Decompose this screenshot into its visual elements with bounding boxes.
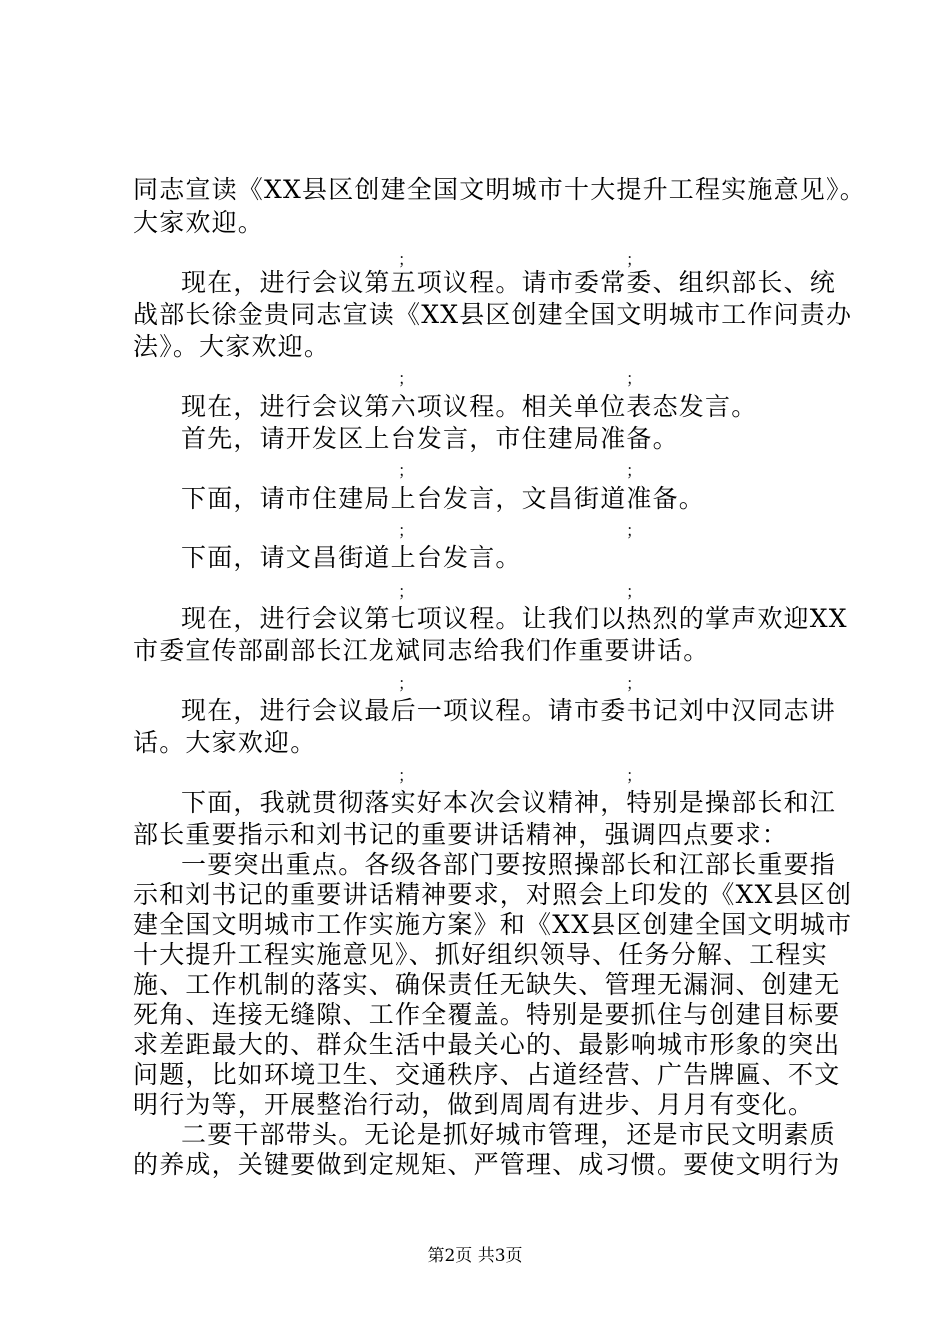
separator-mark: ； (626, 766, 643, 785)
text-line: 下面，请文昌街道上台发言。 (181, 543, 522, 572)
separator-mark: ； (398, 461, 415, 480)
text-line: 市委宣传部副部长江龙斌同志给我们作重要讲话。 (133, 636, 710, 665)
text-line: 建全国文明城市工作实施方案》和《XX县区创建全国文明城市 (133, 910, 853, 939)
separator-mark: ； (398, 521, 415, 540)
separator-mark: ； (626, 369, 643, 388)
text-line: 现在，进行会议第七项议程。让我们以热烈的掌声欢迎XX (181, 604, 848, 633)
text-line: 战部长徐金贵同志宣读《XX县区创建全国文明城市工作问责办 (133, 300, 853, 329)
text-line: 明行为等，开展整治行动，做到周周有进步、月月有变化。 (133, 1090, 815, 1119)
separator-mark: ； (398, 582, 415, 601)
text-line: 现在，进行会议第五项议程。请市委常委、组织部长、统 (181, 268, 837, 297)
text-line: 的养成，关键要做到定规矩、严管理、成习惯。要使文明行为 (133, 1150, 841, 1179)
text-line: 同志宣读《XX县区创建全国文明城市十大提升工程实施意见》。 (133, 175, 866, 204)
text-line: 下面，请市住建局上台发言，文昌街道准备。 (181, 484, 706, 513)
text-line: 十大提升工程实施意见》、抓好组织领导、任务分解、工程实 (133, 940, 828, 969)
separator-mark: ； (626, 674, 643, 693)
separator-mark: ； (626, 461, 643, 480)
text-line: 示和刘书记的重要讲话精神要求，对照会上印发的《XX县区创 (133, 880, 853, 909)
text-line: 二要干部带头。无论是抓好城市管理，还是市民文明素质 (181, 1120, 837, 1149)
text-line: 首先，请开发区上台发言，市住建局准备。 (181, 424, 679, 453)
text-line: 话。大家欢迎。 (133, 728, 317, 757)
text-line: 施、工作机制的落实、确保责任无缺失、管理无漏洞、创建无 (133, 970, 841, 999)
text-line: 现在，进行会议第六项议程。相关单位表态发言。 (181, 392, 758, 421)
page-footer: 第2页 共3页 (427, 1246, 523, 1266)
text-line: 一要突出重点。各级各部门要按照操部长和江部长重要指 (181, 850, 837, 879)
separator-mark: ； (626, 582, 643, 601)
separator-mark: ； (398, 369, 415, 388)
text-line: 部长重要指示和刘书记的重要讲话精神，强调四点要求： (133, 820, 789, 849)
separator-mark: ； (398, 250, 415, 269)
separator-mark: ； (398, 674, 415, 693)
text-line: 下面，我就贯彻落实好本次会议精神，特别是操部长和江 (181, 788, 837, 817)
separator-mark: ； (398, 766, 415, 785)
separator-mark: ； (626, 250, 643, 269)
text-line: 问题，比如环境卫生、交通秩序、占道经营、广告牌匾、不文 (133, 1060, 841, 1089)
text-line: 现在，进行会议最后一项议程。请市委书记刘中汉同志讲 (181, 696, 837, 725)
text-line: 求差距最大的、群众生活中最关心的、最影响城市形象的突出 (133, 1030, 841, 1059)
text-line: 死角、连接无缝隙、工作全覆盖。特别是要抓住与创建目标要 (133, 1000, 841, 1029)
separator-mark: ； (626, 521, 643, 540)
text-line: 大家欢迎。 (133, 208, 265, 237)
text-line: 法》。大家欢迎。 (133, 332, 331, 361)
